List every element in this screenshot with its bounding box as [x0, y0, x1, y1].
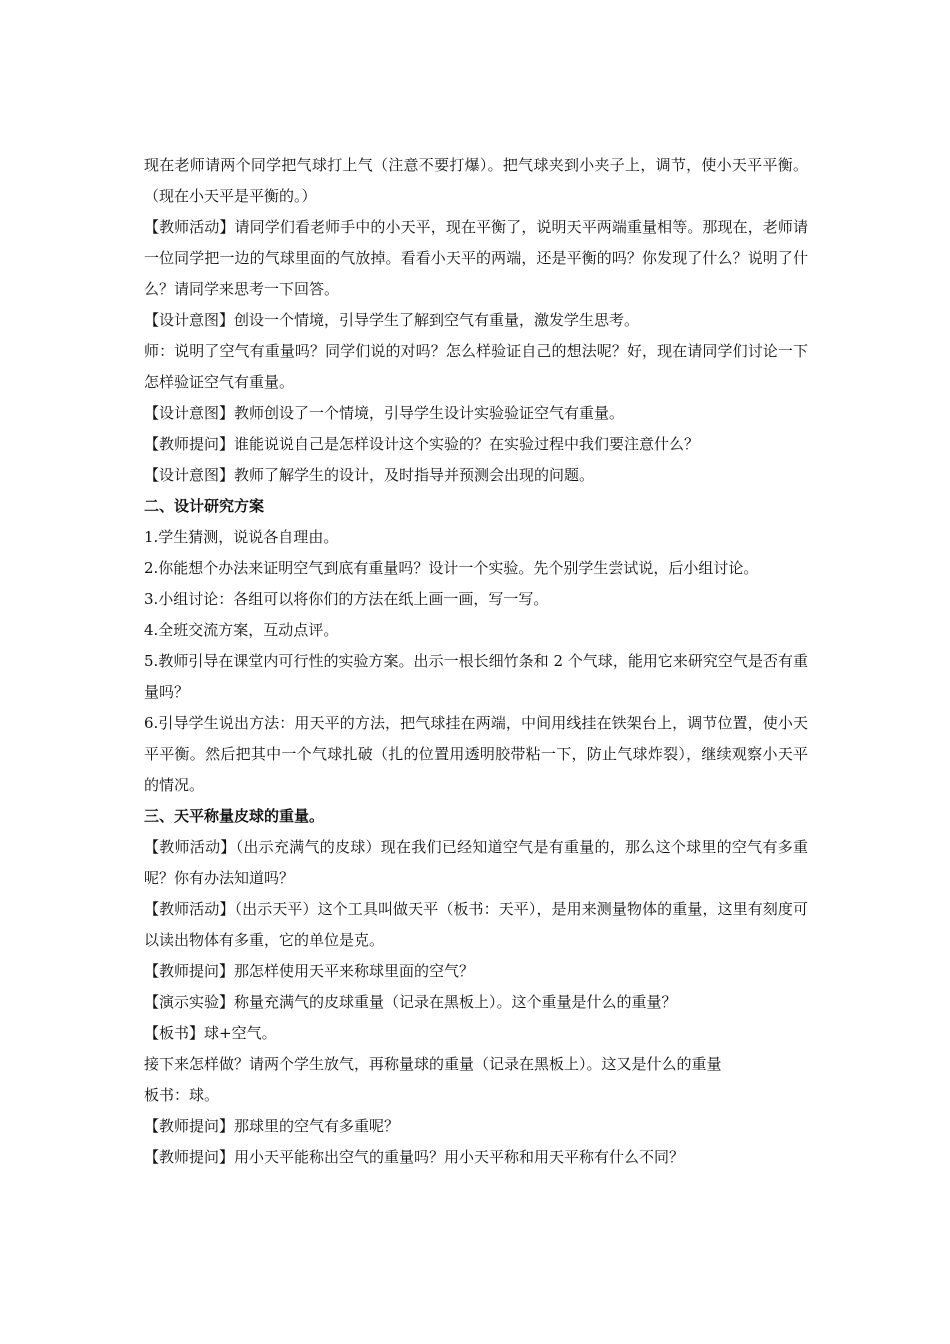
- list-item-3: 3.小组讨论：各组可以将你们的方法在纸上画一画，写一写。: [144, 590, 549, 608]
- paragraph-teacher-activity-2: 【教师活动】（出示充满气的皮球）现在我们已经知道空气是有重量的，那么这个球里的空气有多重呢？你有办法知道吗？: [144, 838, 808, 887]
- list-item-2: 2.你能想个办法来证明空气到底有重量吗？设计一个实验。先个别学生尝试说，后小组讨论。: [144, 559, 759, 577]
- paragraph-teacher-question-3: 【教师提问】那球里的空气有多重呢？: [144, 1117, 400, 1135]
- paragraph-design-intent-2: 【设计意图】教师创设了一个情境，引导学生设计实验验证空气有重量。: [144, 404, 625, 422]
- paragraph-design-intent-3: 【设计意图】教师了解学生的设计，及时指导并预测会出现的问题。: [144, 466, 595, 484]
- section-heading-2: 二、设计研究方案: [144, 497, 265, 515]
- paragraph-demo-experiment: 【演示实验】称量充满气的皮球重量（记录在黑板上）。这个重量是什么的重量？: [144, 993, 677, 1011]
- paragraph-teacher-question-1: 【教师提问】谁能说说自己是怎样设计这个实验的？在实验过程中我们要注意什么？: [144, 435, 700, 453]
- paragraph-teacher-activity-3: 【教师活动】（出示天平）这个工具叫做天平（板书：天平），是用来测量物体的重量，这里有刻度可以读出物体有多重，它的单位是克。: [144, 900, 808, 949]
- list-item-6: 6.引导学生说出方法：用天平的方法，把气球挂在两端，中间用线挂在铁架台上，调节位置，使小天平平衡。然后把其中一个气球扎破（扎的位置用透明胶带粘一下，防止气球炸裂），继续观察小天平的情况。: [144, 714, 808, 794]
- paragraph-teacher-question-2: 【教师提问】那怎样使用天平来称球里面的空气？: [144, 962, 475, 980]
- paragraph-design-intent-1: 【设计意图】创设一个情境，引导学生了解到空气有重量，激发学生思考。: [144, 311, 640, 329]
- paragraph-blackboard-1: 【板书】球+空气。: [144, 1024, 277, 1042]
- paragraph-teacher-activity-1: 【教师活动】请同学们看老师手中的小天平，现在平衡了，说明天平两端重量相等。那现在，老师请一位同学把一边的气球里面的气放掉。看看小天平的两端，还是平衡的吗？你发现了什么？说明了什么？请同学来思考一下回答。: [144, 218, 808, 298]
- paragraph-teacher-discussion: 师：说明了空气有重量吗？同学们说的对吗？怎么样验证自己的想法呢？好，现在请同学们讨论一下怎样验证空气有重量。: [144, 342, 808, 391]
- list-item-5: 5.教师引导在课堂内可行性的实验方案。出示一根长细竹条和 2 个气球，能用它来研究空气是否有重量吗？: [144, 652, 808, 701]
- list-item-1: 1.学生猜测，说说各自理由。: [144, 528, 339, 546]
- paragraph-blackboard-2: 板书：球。: [144, 1086, 220, 1104]
- paragraph-next-step: 接下来怎样做？请两个学生放气，再称量球的重量（记录在黑板上）。这又是什么的重量: [144, 1055, 722, 1073]
- paragraph-teacher-question-4: 【教师提问】用小天平能称出空气的重量吗？用小天平称和用天平称有什么不同？: [144, 1148, 685, 1166]
- section-heading-3: 三、天平称量皮球的重量。: [144, 807, 325, 825]
- paragraph-intro-balloon: 现在老师请两个同学把气球打上气（注意不要打爆）。把气球夹到小夹子上，调节，使小天平平衡。（现在小天平是平衡的。）: [144, 156, 808, 205]
- list-item-4: 4.全班交流方案，互动点评。: [144, 621, 339, 639]
- document-page: [144, 150, 808, 1173]
